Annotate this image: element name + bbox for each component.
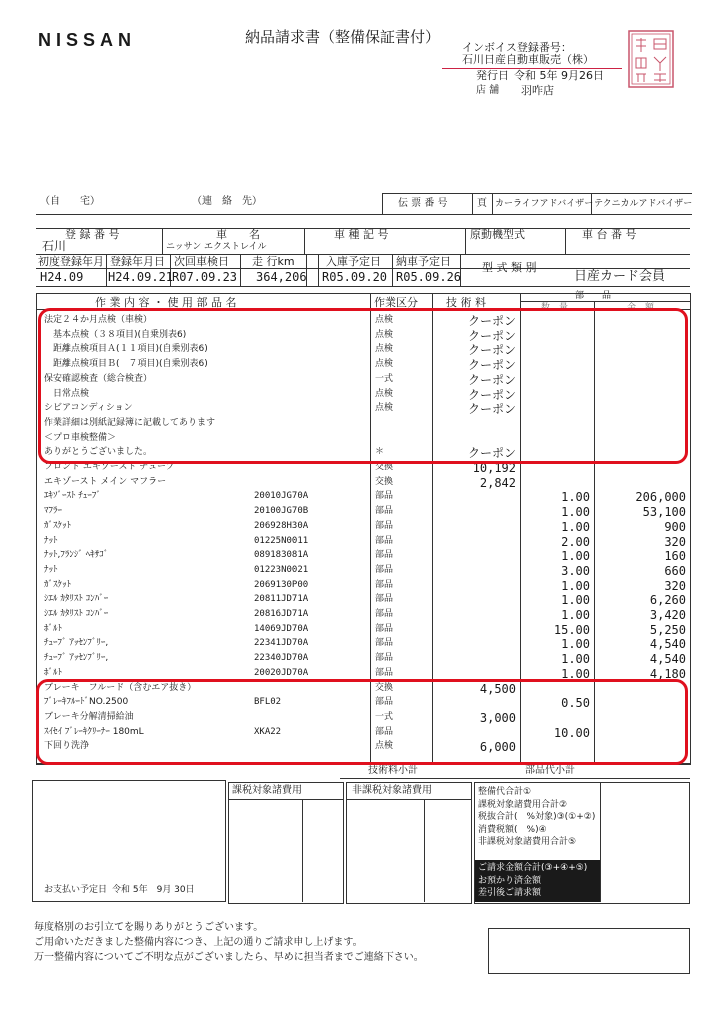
row-item-name: ｶﾞｽｹｯﾄ bbox=[44, 580, 72, 590]
contact-label: （連 絡 先） bbox=[192, 196, 262, 207]
row-part-code: 20020JD70A bbox=[254, 668, 309, 678]
in-date-value: R05.09.20 bbox=[322, 270, 388, 284]
row-item-name: ﾅｯﾄ bbox=[44, 565, 58, 575]
row-item-name: ﾁｭｰﾌﾞ ｱｯｾﾝﾌﾞﾘｰ, bbox=[44, 638, 109, 648]
footer-line-1: 毎度格別のお引立てを賜りありがとうございます。 bbox=[34, 922, 264, 933]
row-tech-fee: 3,000 bbox=[479, 711, 516, 725]
invoice-registration-label: インボイス登録番号： bbox=[462, 41, 572, 54]
row-tech-fee: クーポン bbox=[467, 446, 516, 460]
row-part-code: 14069JD70A bbox=[254, 624, 309, 634]
row-part-code: 2069130P00 bbox=[254, 580, 309, 590]
model-code-label: 車 種 記 号 bbox=[334, 228, 389, 241]
row-qty: 1.00 bbox=[561, 549, 590, 563]
issue-date: 令和 5年 9月26日 bbox=[514, 69, 604, 82]
row-amount: 3,420 bbox=[649, 608, 686, 622]
out-date-label: 納車予定日 bbox=[396, 255, 451, 268]
row-work-type: 部品 bbox=[375, 668, 394, 678]
row-item-name: 日常点検 bbox=[44, 389, 90, 399]
row-work-type: 点検 bbox=[375, 344, 394, 354]
parts-subtotal-label: 部品代小計 bbox=[525, 765, 575, 776]
first-reg-value: H24.09 bbox=[40, 270, 84, 284]
row-work-type: 部品 bbox=[375, 609, 394, 619]
row-tech-fee: 6,000 bbox=[479, 740, 516, 754]
next-inspection-label: 次回車検日 bbox=[174, 255, 229, 268]
row-work-type: 部品 bbox=[375, 521, 394, 531]
row-qty: 10.00 bbox=[553, 726, 590, 740]
mileage-label: 走 行km bbox=[252, 255, 295, 268]
row-part-code: 22340JD70A bbox=[254, 653, 309, 663]
reg-date-label: 登録年月日 bbox=[110, 255, 165, 268]
row-work-type: 交換 bbox=[375, 683, 394, 693]
row-work-type: ＊ bbox=[375, 447, 385, 457]
row-work-type: 点検 bbox=[375, 389, 394, 399]
row-item-name: ｼｴﾙ ｶﾀﾘｽﾄ ｺﾝﾊﾞｰ bbox=[44, 609, 109, 619]
total-item-label: 整備代合計① bbox=[478, 787, 532, 797]
row-work-type: 部品 bbox=[375, 550, 394, 560]
row-qty: 15.00 bbox=[553, 623, 590, 637]
row-item-name: 下回り洗浄 bbox=[44, 741, 90, 751]
row-work-type: 交換 bbox=[375, 462, 394, 472]
out-date-value: R05.09.26 bbox=[396, 270, 462, 284]
qty-column-header: 数 量 bbox=[541, 303, 569, 313]
row-item-name: ｽｲｾｲ ﾌﾞﾚｰｷｸﾘｰﾅｰ 180mL bbox=[44, 727, 144, 737]
row-tech-fee: クーポン bbox=[467, 373, 516, 387]
payment-due-label: お支払い予定日 bbox=[44, 885, 108, 895]
row-qty: 1.00 bbox=[561, 652, 590, 666]
row-work-type: 部品 bbox=[375, 536, 394, 546]
slip-number-label: 伝 票 番 号 bbox=[398, 198, 448, 209]
row-part-code: 20010JG70A bbox=[254, 491, 309, 501]
row-part-code: 20100JG70B bbox=[254, 506, 309, 516]
row-amount: 4,540 bbox=[649, 637, 686, 651]
row-amount: 900 bbox=[664, 520, 686, 534]
row-work-type: 交換 bbox=[375, 477, 394, 487]
technical-advisor-label: テクニカルアドバイザー bbox=[594, 199, 693, 209]
row-tech-fee: 10,192 bbox=[472, 461, 516, 475]
row-tech-fee: 4,500 bbox=[479, 682, 516, 696]
row-work-type: 部品 bbox=[375, 565, 394, 575]
row-item-name: ﾅｯﾄ bbox=[44, 536, 58, 546]
issue-date-label: 発行日 bbox=[476, 69, 509, 82]
row-qty: 1.00 bbox=[561, 667, 590, 681]
membership-value: 日産カード会員 bbox=[574, 269, 666, 284]
first-reg-label: 初度登録年月 bbox=[38, 255, 104, 268]
signature-box bbox=[488, 928, 690, 974]
row-part-code: 01223N0021 bbox=[254, 565, 309, 575]
row-qty: 1.00 bbox=[561, 490, 590, 504]
row-work-type: 部品 bbox=[375, 697, 394, 707]
row-item-name: ﾎﾞﾙﾄ bbox=[44, 668, 63, 678]
next-inspection-value: R07.09.23 bbox=[172, 270, 238, 284]
row-qty: 1.00 bbox=[561, 505, 590, 519]
row-work-type: 部品 bbox=[375, 653, 394, 663]
home-label: （自 宅） bbox=[40, 196, 100, 207]
highlight-brake-block bbox=[36, 679, 688, 765]
row-part-code: 206928H30A bbox=[254, 521, 309, 531]
company-seal-stamp bbox=[628, 30, 674, 88]
row-amount: 4,180 bbox=[649, 667, 686, 681]
row-amount: 660 bbox=[664, 564, 686, 578]
row-tech-fee: 2,842 bbox=[479, 476, 516, 490]
billing-item-label: 差引後ご請求額 bbox=[478, 888, 542, 898]
type-class-label: 型 式 類 別 bbox=[482, 261, 537, 274]
row-amount: 53,100 bbox=[642, 505, 686, 519]
row-work-type: 部品 bbox=[375, 638, 394, 648]
nontaxable-costs-label: 非課税対象諸費用 bbox=[352, 785, 432, 796]
row-part-code: 089183081A bbox=[254, 550, 309, 560]
row-work-type: 部品 bbox=[375, 727, 394, 737]
row-work-type: 部品 bbox=[375, 506, 394, 516]
row-item-name: ｼｴﾙ ｶﾀﾘｽﾄ ｺﾝﾊﾞｰ bbox=[44, 594, 109, 604]
row-qty: 1.00 bbox=[561, 579, 590, 593]
row-item-name: ﾅｯﾄ,ﾌﾗﾝｼﾞ ﾍｷｻｺﾞ bbox=[44, 550, 109, 560]
engine-type-label: 原動機型式 bbox=[470, 228, 525, 241]
store-label: 店 舗 bbox=[476, 85, 500, 96]
amount-column-header: 金 額 bbox=[627, 303, 655, 313]
payment-due-date: 令和 5年 9月 30日 bbox=[112, 885, 195, 895]
parts-column-header: 部 品 bbox=[575, 291, 612, 301]
document-title: 納品請求書（整備保証書付） bbox=[245, 28, 441, 46]
row-work-type: 点検 bbox=[375, 403, 394, 413]
row-item-name: ﾏﾌﾗｰ bbox=[44, 506, 63, 516]
row-work-type: 部品 bbox=[375, 594, 394, 604]
total-item-label: 非課税対象諸費用合計⑤ bbox=[478, 837, 577, 847]
row-item-name: ｶﾞｽｹｯﾄ bbox=[44, 521, 72, 531]
row-qty: 2.00 bbox=[561, 535, 590, 549]
billing-item-label: ご請求金額合計(③+④+⑤) bbox=[478, 863, 588, 873]
row-work-type: 点検 bbox=[375, 330, 394, 340]
row-part-code: 01225N0011 bbox=[254, 536, 309, 546]
footer-line-2: ご用命いただきました整備内容につき、上記の通りご請求申し上げます。 bbox=[34, 937, 363, 948]
row-item-name: 距離点検項目Ｂ( ７項目)(自乗別表6) bbox=[44, 359, 208, 369]
tech-fee-column-header: 技 術 料 bbox=[446, 296, 486, 309]
row-work-type: 点検 bbox=[375, 359, 394, 369]
row-item-name: 作業詳細は別紙記録簿に記載してあります bbox=[44, 418, 216, 428]
row-amount: 4,540 bbox=[649, 652, 686, 666]
footer-line-3: 万一整備内容についてご不明な点がございましたら、早めに担当者までご連絡下さい。 bbox=[34, 952, 424, 963]
row-tech-fee: クーポン bbox=[467, 402, 516, 416]
row-part-code: BFL02 bbox=[254, 697, 282, 707]
total-item-label: 課税対象諸費用合計② bbox=[478, 799, 568, 810]
car-life-advisor-label: カーライフアドバイザー bbox=[495, 199, 594, 209]
row-item-name: 法定２４か月点検（車検） bbox=[44, 315, 153, 325]
row-item-name: フロント エキゾースト チューブ bbox=[44, 462, 175, 472]
row-tech-fee: クーポン bbox=[467, 329, 516, 343]
work-type-column-header: 作業区分 bbox=[374, 296, 418, 309]
row-item-name: 距離点検項目Ａ(１１項目)(自乗別表6) bbox=[44, 344, 208, 354]
row-item-name: シビアコンディション bbox=[44, 403, 133, 413]
row-item-name: ありがとうございました。 bbox=[44, 447, 153, 457]
row-work-type: 点検 bbox=[375, 741, 394, 751]
row-amount: 320 bbox=[664, 579, 686, 593]
row-qty: 1.00 bbox=[561, 520, 590, 534]
row-work-type: 部品 bbox=[375, 580, 394, 590]
chassis-no-label: 車 台 番 号 bbox=[582, 228, 637, 241]
row-tech-fee: クーポン bbox=[467, 314, 516, 328]
row-amount: 5,250 bbox=[649, 623, 686, 637]
work-column-header: 作 業 内 容 ・ 使 用 部 品 名 bbox=[95, 296, 237, 309]
store-name: 羽咋店 bbox=[521, 84, 554, 97]
row-item-name: ﾎﾞﾙﾄ bbox=[44, 624, 63, 634]
row-amount: 320 bbox=[664, 535, 686, 549]
reg-no-label: 登 録 番 号 bbox=[65, 228, 120, 241]
row-qty: 1.00 bbox=[561, 637, 590, 651]
row-work-type: 点検 bbox=[375, 315, 394, 325]
total-item-label: 税抜合計( %対象)③(①+②) bbox=[478, 812, 596, 822]
nissan-logo: NISSAN bbox=[38, 30, 137, 50]
row-tech-fee: クーポン bbox=[467, 388, 516, 402]
row-item-name: 保安確認検査（総合検査） bbox=[44, 374, 153, 384]
row-amount: 6,260 bbox=[649, 593, 686, 607]
row-item-name: ブレーキ フルード（含むエア抜き） bbox=[44, 683, 197, 693]
row-item-name: ﾌﾞﾚｰｷﾌﾙｰﾄﾞNO.2500 bbox=[44, 697, 129, 707]
row-part-code: 20811JD71A bbox=[254, 594, 309, 604]
row-item-name: エキゾースト メイン マフラー bbox=[44, 477, 167, 487]
mileage-value: 364,206 bbox=[256, 270, 307, 284]
row-amount: 206,000 bbox=[635, 490, 686, 504]
row-qty: 3.00 bbox=[561, 564, 590, 578]
reg-no-value: 石川 bbox=[42, 239, 67, 253]
car-name-label: 車 名 bbox=[216, 228, 260, 241]
row-qty: 0.50 bbox=[561, 696, 590, 710]
row-qty: 1.00 bbox=[561, 593, 590, 607]
row-tech-fee: クーポン bbox=[467, 358, 516, 372]
taxable-costs-label: 課税対象諸費用 bbox=[232, 785, 302, 796]
row-amount: 160 bbox=[664, 549, 686, 563]
page-label: 頁 bbox=[477, 198, 487, 209]
row-part-code: XKA22 bbox=[254, 727, 282, 737]
highlight-inspection-block bbox=[38, 308, 688, 464]
row-item-name: ｴｷｿﾞｰｽﾄ ﾁｭｰﾌﾞ bbox=[44, 491, 101, 501]
car-name-value: ニッサン エクストレイル bbox=[166, 242, 267, 252]
row-item-name: 基本点検（３８項目)(自乗別表6) bbox=[44, 330, 187, 340]
reg-date-value: H24.09.21 bbox=[108, 270, 174, 284]
row-item-name: ブレーキ分解清掃給油 bbox=[44, 712, 134, 722]
company-name: 石川日産自動車販売（株） bbox=[462, 53, 594, 66]
row-item-name: ＜プロ車検整備＞ bbox=[44, 433, 117, 443]
row-tech-fee: クーポン bbox=[467, 343, 516, 357]
row-work-type: 一式 bbox=[375, 712, 394, 722]
row-work-type: 一式 bbox=[375, 374, 394, 384]
billing-item-label: お預かり済金額 bbox=[478, 875, 542, 886]
in-date-label: 入庫予定日 bbox=[326, 255, 381, 268]
row-part-code: 20816JD71A bbox=[254, 609, 309, 619]
total-item-label: 消費税額( %)④ bbox=[478, 824, 547, 835]
row-item-name: ﾁｭｰﾌﾞ ｱｯｾﾝﾌﾞﾘｰ, bbox=[44, 653, 109, 663]
row-work-type: 部品 bbox=[375, 624, 394, 634]
row-work-type: 部品 bbox=[375, 491, 394, 501]
row-qty: 1.00 bbox=[561, 608, 590, 622]
row-part-code: 22341JD70A bbox=[254, 638, 309, 648]
tech-fee-subtotal-label: 技術料小計 bbox=[368, 765, 418, 776]
